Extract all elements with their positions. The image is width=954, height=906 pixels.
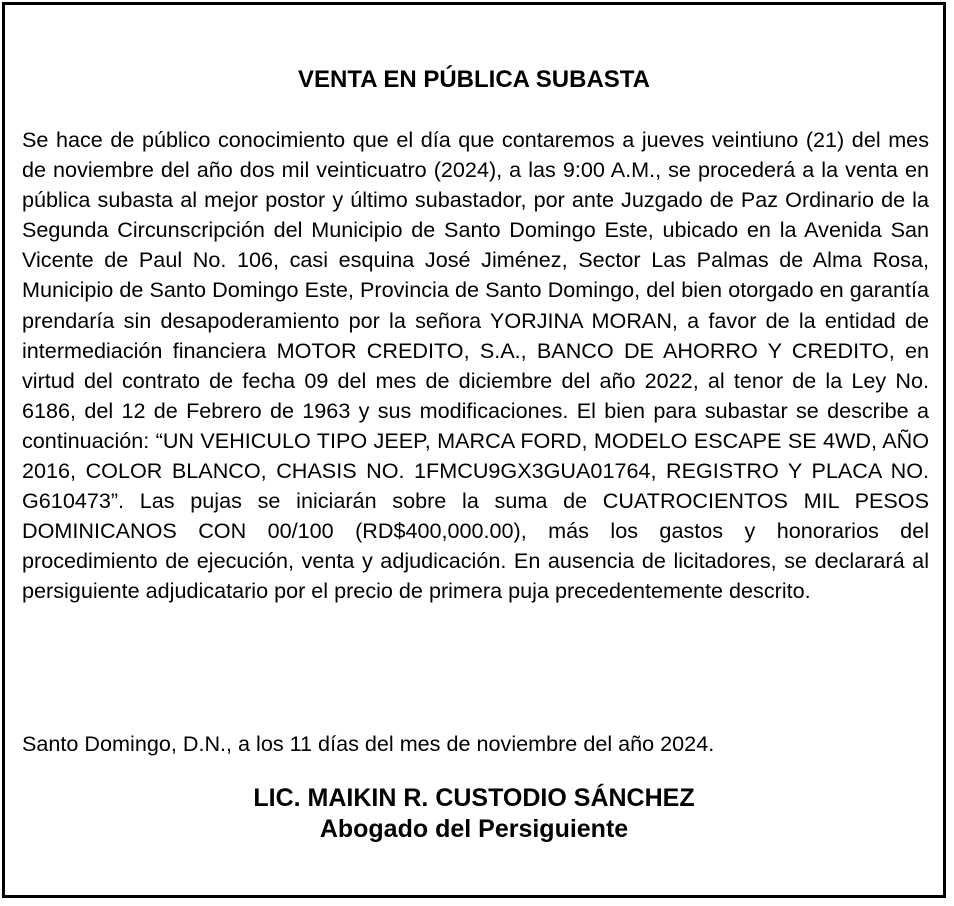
signer-role: Abogado del Persiguiente — [319, 815, 629, 843]
signer-name: LIC. MAIKIN R. CUSTODIO SÁNCHEZ — [253, 784, 695, 812]
notice-date-line: Santo Domingo, D.N., a los 11 días del mes de noviembre del año 2024. — [22, 731, 715, 756]
signature-block — [5, 783, 943, 845]
notice-body: Se hace de público conocimiento que el día que contaremos a jueves veintiuno (21) del mes de noviembre del año dos mil veinticuatro (2024), a las 9:00 A.M., se procederá a la venta en pública subasta al mejor postor y último subastador, por ante Juzgado de Paz Ordinario de la Segunda Circunscripción del Municipio de Santo Domingo Este, ubicado en la Avenida San Vicente de Paul No. 106, casi esquina José Jiménez, Sector Las Palmas de Alma Rosa, Municipio de Santo Domingo Este, Provincia de Santo Domingo, del bien otorgado en garantía prendaría sin desapoderamiento por la señora YORJINA MORAN, a favor de la entidad de intermediación financiera MOTOR CREDITO, S.A., BANCO DE AHORRO Y CREDITO, en virtud del contrato de fecha 09 del mes de diciembre del año 2022, al tenor de la Ley No. 6186, del 12 de Febrero de 1963 y sus modificaciones. El bien para subastar se describe a continuación: “UN VEHICULO TIPO JEEP, MARCA FORD, MODELO ESCAPE SE 4WD, AÑO 2016, COLOR BLANCO, CHASIS NO. 1FMCU9GX3GUA01764, REGISTRO Y PLACA NO. G610473”. Las pujas se iniciarán sobre la suma de CUATROCIENTOS MIL PESOS DOMINICANOS CON 00/100 (RD$400,000.00), más los gastos y honorarios del procedimiento de ejecución, venta y adjudicación. En ausencia de licitadores, se declarará al persiguiente adjudicatario por el precio de primera puja precedentemente descrito. — [22, 127, 929, 604]
legal-notice — [2, 2, 946, 898]
notice-title: VENTA EN PÚBLICA SUBASTA — [297, 66, 650, 93]
